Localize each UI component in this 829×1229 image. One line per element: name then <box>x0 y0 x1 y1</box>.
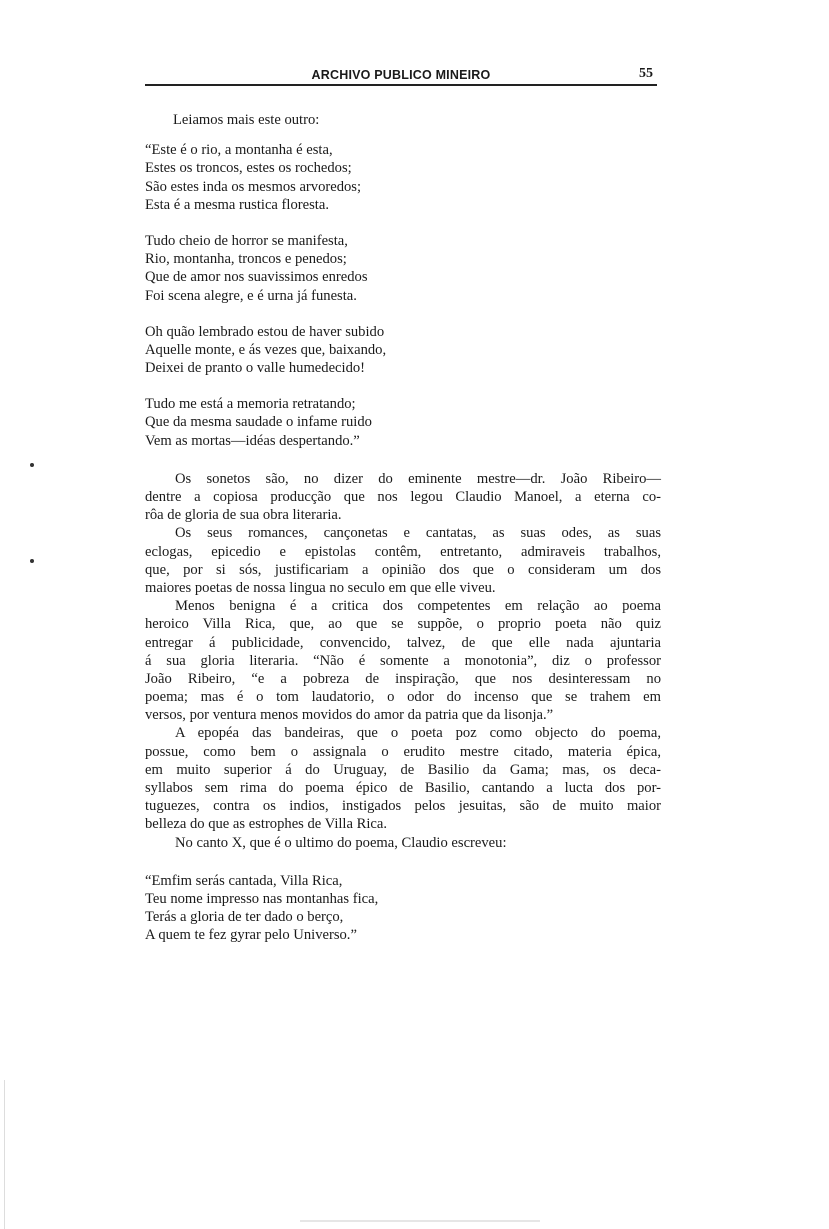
prose-line: heroico Villa Rica, que, ao que se suppõe, o proprio poeta não quiz <box>145 616 661 633</box>
prose-section <box>145 470 661 852</box>
verse-line: Tudo cheio de horror se manifesta, <box>145 232 348 249</box>
prose-line: tuguezes, contra os indios, instigados pelos jesuitas, são de muito maior <box>145 798 661 815</box>
prose-line: syllabos sem rima do poema épico de Basilio, cantando a lucta dos por- <box>145 780 661 796</box>
poem1-stanza-2 <box>145 232 661 305</box>
page-number: 55 <box>639 66 653 81</box>
poem1-stanza-3 <box>145 323 661 378</box>
verse-line: A quem te fez gyrar pelo Universo.” <box>145 927 357 944</box>
verse-line: Oh quão lembrado estou de haver subido <box>145 323 385 340</box>
body-text <box>145 111 661 945</box>
prose-line: dentre a copiosa producção que nos legou Claudio Manoel, a eterna co- <box>145 489 661 505</box>
prose-line: Os seus romances, cançonetas e cantatas, as suas odes, as suas <box>175 525 661 542</box>
margin-dot <box>30 559 34 563</box>
paragraph-1 <box>145 470 661 525</box>
paragraph-3 <box>145 597 661 724</box>
prose-line: á sua gloria literaria. “Não é somente a monotonia”, diz o professor <box>145 652 661 669</box>
margin-dot <box>30 463 34 467</box>
verse-line: “Emfim serás cantada, Villa Rica, <box>145 872 343 889</box>
verse-line: Estes os troncos, estes os rochedos; <box>145 160 352 177</box>
prose-line: rôa de gloria de sua obra literaria. <box>145 507 342 524</box>
running-title: ARCHIVO PUBLICO MINEIRO <box>311 68 491 82</box>
paragraph-4 <box>145 724 661 833</box>
paragraph-5 <box>145 834 661 852</box>
intro-line: Leiamos mais este outro: <box>173 112 320 128</box>
verse-line: Rio, montanha, troncos e penedos; <box>145 251 347 268</box>
verse-line: Teu nome impresso nas montanhas fica, <box>145 890 379 907</box>
scan-smudge <box>300 1220 540 1222</box>
verse-line: Tudo me está a memoria retratando; <box>145 396 356 413</box>
prose-line: eclogas, epicedio e epistolas contêm, entretanto, admiraveis trabalhos, <box>145 543 661 560</box>
prose-line: em muito superior á do Uruguay, de Basilio da Gama; mas, os deca- <box>145 761 661 778</box>
prose-line: maiores poetas de nossa lingua no seculo em que elle viveu. <box>145 579 496 596</box>
verse-line: São estes inda os mesmos arvoredos; <box>145 178 362 195</box>
verse-line: Aquelle monte, e ás vezes que, baixando, <box>145 341 387 358</box>
prose-line: belleza do que as estrophes de Villa Rica. <box>145 816 388 833</box>
verse-line: Deixei de pranto o valle humedecido! <box>145 360 366 377</box>
poem1-stanza-1 <box>145 141 661 214</box>
page-header <box>145 64 657 88</box>
prose-line: poema; mas é o tom laudatorio, o odor do incenso que se trahem em <box>145 689 661 706</box>
prose-line: possue, como bem o assignala o erudito mestre citado, materia épica, <box>145 743 661 760</box>
verse-line: Foi scena alegre, e é urna já funesta. <box>145 287 357 304</box>
prose-line: Menos benigna é a critica dos competentes em relação ao poema <box>175 598 661 615</box>
verse-line: Que da mesma saudade o infame ruido <box>145 414 372 431</box>
verse-line: Terás a gloria de ter dado o berço, <box>145 909 344 926</box>
scan-edge-line <box>4 1080 5 1229</box>
prose-line: João Ribeiro, “e a pobreza de inspiração, que nos desinteressam no <box>145 670 661 687</box>
verse-line: Vem as mortas—idéas despertando.” <box>145 432 360 449</box>
verse-line: Que de amor nos suavissimos enredos <box>145 269 368 286</box>
prose-line: Os sonetos são, no dizer do eminente mestre—dr. João Ribeiro— <box>175 470 661 487</box>
prose-line: entregar á publicidade, convencido, talvez, de que elle nada ajuntaria <box>145 634 661 651</box>
verse-line: Esta é a mesma rustica floresta. <box>145 196 329 213</box>
prose-line: versos, por ventura menos movidos do amor da patria que da lisonja.” <box>145 707 554 724</box>
prose-line: que, por si sós, justificariam a opinião dos que o consideram um dos <box>145 561 661 578</box>
prose-line: A epopéa das bandeiras, que o poeta poz como objecto do poema, <box>175 725 661 742</box>
header-rule <box>145 84 657 86</box>
poem1-stanza-4 <box>145 395 661 450</box>
paragraph-2 <box>145 524 661 597</box>
verse-line: “Este é o rio, a montanha é esta, <box>145 142 333 159</box>
prose-line: No canto X, que é o ultimo do poema, Claudio escreveu: <box>175 834 507 851</box>
poem2 <box>145 872 661 945</box>
